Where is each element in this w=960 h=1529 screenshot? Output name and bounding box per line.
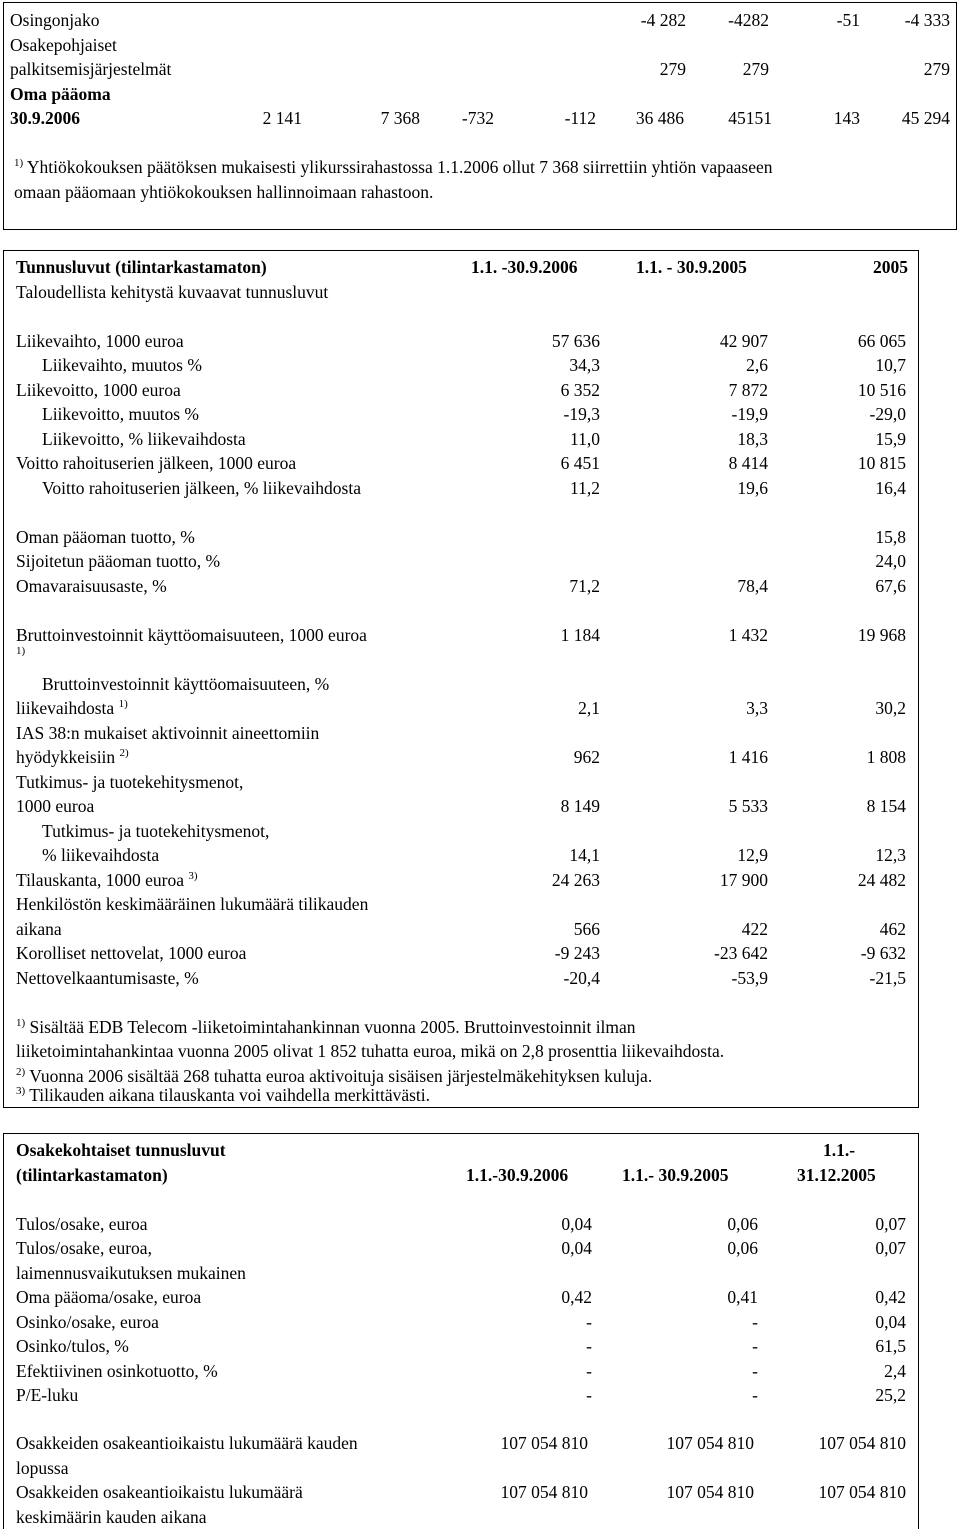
- value-cell: 11,0: [570, 428, 600, 449]
- table-row: [4, 82, 956, 107]
- value-cell: -: [752, 1385, 758, 1405]
- value-cell: 15,8: [875, 526, 906, 547]
- table-row: [4, 1334, 918, 1359]
- table-row: [4, 525, 918, 550]
- value-cell: -4 333: [904, 10, 950, 30]
- value-cell: 1 432: [728, 624, 768, 645]
- row-label: Osinko/tulos, %: [16, 1336, 129, 1356]
- footnote-text: [16, 1015, 636, 1040]
- section-header: [4, 255, 918, 280]
- footnote-marker: 1): [16, 1016, 26, 1029]
- table-row: [4, 941, 918, 966]
- table-row: [4, 672, 918, 697]
- column-header: 1.1.- 30.9.2005: [622, 1164, 729, 1185]
- value-cell: 1 416: [728, 747, 768, 767]
- section-header: [4, 1138, 918, 1163]
- row-label: Tulos/osake, euroa: [16, 1213, 148, 1234]
- footnote-line: Tilikauden aikana tilauskanta voi vaihdella merkittävästi.: [29, 1085, 431, 1105]
- row-label: aikana: [16, 918, 62, 939]
- row-label: Oma pääoma: [10, 83, 111, 104]
- row-label: Bruttoinvestoinnit käyttöomaisuuteen, 1000 euroa: [16, 624, 367, 645]
- table-row: [4, 1383, 918, 1408]
- section-title: Osakekohtaiset tunnusluvut: [16, 1140, 226, 1160]
- table-row: [4, 106, 956, 131]
- row-label: Liikevoitto, 1000 euroa: [16, 379, 181, 400]
- value-cell: 16,4: [875, 477, 906, 498]
- value-cell: 10 516: [857, 379, 906, 400]
- value-cell: 0,06: [727, 1213, 758, 1234]
- row-label-wrap: [16, 745, 129, 770]
- value-cell: -9 632: [860, 943, 906, 963]
- table-row: [4, 745, 918, 770]
- row-label: Oman pääoman tuotto, %: [16, 526, 195, 547]
- value-cell: 5 533: [728, 796, 768, 816]
- column-header: 1.1. - 30.9.2005: [636, 257, 747, 277]
- table-row: [4, 1285, 918, 1310]
- footnote-line: Vuonna 2006 sisältää 268 tuhatta euroa aktivoituja sisäisen järjestelmäkehityksen kuluja.: [29, 1065, 653, 1086]
- value-cell: 8 154: [866, 796, 906, 816]
- value-cell: 279: [923, 59, 950, 79]
- value-cell: 0,42: [875, 1287, 906, 1307]
- section-subtitle: [4, 280, 918, 305]
- value-cell: -: [752, 1311, 758, 1332]
- value-cell: 3,3: [746, 698, 768, 718]
- row-label: hyödykkeisiin: [16, 747, 116, 767]
- value-cell: 6 451: [560, 453, 600, 473]
- value-cell: -112: [564, 108, 596, 128]
- value-cell: 566: [573, 918, 600, 939]
- value-cell: -53,9: [731, 967, 768, 988]
- value-cell: 0,06: [727, 1238, 758, 1258]
- subtitle-text: Taloudellista kehitystä kuvaavat tunnusluvut: [16, 281, 329, 302]
- row-label: Omavaraisuusaste, %: [16, 575, 167, 596]
- value-cell: -: [752, 1336, 758, 1356]
- value-cell: 67,6: [875, 575, 906, 596]
- value-cell: -9 243: [554, 943, 600, 963]
- value-cell: -20,4: [563, 967, 600, 988]
- table-row: [4, 1359, 918, 1384]
- table-row: [4, 451, 918, 476]
- value-cell: 143: [833, 108, 860, 128]
- row-label: IAS 38:n mukaiset aktivoinnit aineettomiin: [16, 722, 320, 743]
- table-row: [4, 892, 918, 917]
- value-cell: 10 815: [857, 453, 906, 473]
- value-cell: 14,1: [569, 845, 600, 865]
- row-label: lopussa: [16, 1457, 69, 1478]
- value-cell: -29,0: [869, 404, 906, 424]
- row-label: Nettovelkaantumisaste, %: [16, 967, 199, 988]
- value-cell: 42 907: [719, 330, 768, 351]
- value-cell: 15,9: [875, 428, 906, 449]
- key-figures-section: [3, 250, 919, 1108]
- value-cell: 24 482: [857, 869, 906, 890]
- value-cell: 25,2: [875, 1385, 906, 1405]
- table-row: [4, 476, 918, 501]
- table-row: [4, 1431, 918, 1456]
- column-header: 1.1. -30.9.2006: [471, 257, 578, 277]
- footnote: [4, 155, 956, 180]
- value-cell: 24 263: [551, 869, 600, 890]
- table-row: [4, 1456, 918, 1481]
- footnote-marker: 1): [118, 698, 128, 710]
- value-cell: 0,04: [875, 1311, 906, 1332]
- table-row: [4, 33, 956, 58]
- table-row: [4, 329, 918, 354]
- row-label-wrap: [16, 696, 128, 721]
- value-cell: -19,9: [731, 404, 768, 424]
- value-cell: 462: [879, 918, 906, 939]
- table-row: [4, 917, 918, 942]
- table-row: [4, 57, 956, 82]
- row-label: Osakepohjaiset: [10, 34, 117, 55]
- value-cell: 2,4: [884, 1360, 906, 1381]
- row-label: Liikevoitto, % liikevaihdosta: [42, 428, 246, 449]
- table-row: [4, 574, 918, 599]
- value-cell: 19 968: [857, 624, 906, 645]
- row-label-wrap: [16, 868, 198, 893]
- row-label: laimennusvaikutuksen mukainen: [16, 1262, 246, 1283]
- table-row: [4, 353, 918, 378]
- value-cell: 962: [573, 747, 600, 767]
- value-cell: 19,6: [737, 477, 768, 498]
- value-cell: -4 282: [640, 10, 686, 30]
- row-label: 1000 euroa: [16, 796, 95, 816]
- footnote: [4, 1083, 918, 1108]
- value-cell: -23 642: [714, 943, 768, 963]
- value-cell: 0,41: [727, 1287, 758, 1307]
- value-cell: 66 065: [857, 330, 906, 351]
- footnote-line: Sisältää EDB Telecom -liiketoimintahankinnan vuonna 2005. Bruttoinvestoinnit ilman: [29, 1016, 636, 1037]
- row-label: Osakkeiden osakeantioikaistu lukumäärä kauden: [16, 1433, 358, 1453]
- table-row: [4, 1310, 918, 1335]
- section-header: [4, 1163, 918, 1188]
- value-cell: 78,4: [737, 575, 768, 596]
- value-cell: 0,42: [561, 1287, 592, 1307]
- table-row: [4, 1505, 918, 1529]
- value-cell: -21,5: [869, 967, 906, 988]
- footnote-marker: 1): [14, 157, 24, 169]
- value-cell: 279: [742, 59, 769, 79]
- value-cell: -4282: [728, 10, 769, 30]
- value-cell: 18,3: [737, 428, 768, 449]
- section-title: (tilintarkastamaton): [16, 1164, 168, 1185]
- value-cell: 107 054 810: [818, 1482, 906, 1502]
- value-cell: 2,1: [578, 698, 600, 718]
- row-label: Tutkimus- ja tuotekehitysmenot,: [16, 771, 244, 792]
- table-row: [4, 549, 918, 574]
- table-row: [4, 843, 918, 868]
- value-cell: 36 486: [635, 108, 684, 128]
- value-cell: 0,07: [875, 1238, 906, 1258]
- row-label: keskimäärin kauden aikana: [16, 1506, 207, 1527]
- row-label: Voitto rahoituserien jälkeen, % liikevaihdosta: [42, 477, 361, 498]
- table-row: [4, 643, 918, 668]
- table-row: [4, 427, 918, 452]
- value-cell: 34,3: [569, 355, 600, 375]
- table-row: [4, 794, 918, 819]
- value-cell: 10,7: [875, 355, 906, 375]
- row-label: Tulos/osake, euroa,: [16, 1238, 152, 1258]
- footnote-marker: 1): [16, 645, 26, 657]
- footnote-marker: 3): [16, 1085, 26, 1097]
- value-cell: 11,2: [570, 477, 600, 498]
- table-row: [4, 868, 918, 893]
- value-cell: 422: [741, 918, 768, 939]
- table-row: [4, 402, 918, 427]
- footnote-marker: 2): [16, 1065, 26, 1078]
- value-cell: -: [752, 1360, 758, 1381]
- table-row: [4, 378, 918, 403]
- value-cell: 107 054 810: [500, 1482, 588, 1502]
- value-cell: 2 141: [262, 108, 302, 128]
- table-row: [4, 966, 918, 991]
- footnote: [4, 180, 956, 205]
- row-label: palkitsemisjärjestelmät: [10, 59, 172, 79]
- footnote-text: [16, 1083, 430, 1108]
- value-cell: 0,04: [561, 1238, 592, 1258]
- table-row: [4, 770, 918, 795]
- table-row: [4, 1261, 918, 1286]
- value-cell: 1 808: [866, 747, 906, 767]
- footnote: [4, 1015, 918, 1040]
- value-cell: 57 636: [551, 330, 600, 351]
- column-header: 1.1.-30.9.2006: [466, 1164, 569, 1185]
- row-label: Liikevaihto, 1000 euroa: [16, 330, 184, 351]
- value-cell: 2,6: [746, 355, 768, 375]
- value-cell: 12,9: [737, 845, 768, 865]
- value-cell: -: [586, 1360, 592, 1381]
- value-cell: 7 368: [380, 108, 420, 128]
- table-row: [4, 1236, 918, 1261]
- value-cell: -732: [461, 108, 494, 128]
- row-label: Sijoitetun pääoman tuotto, %: [16, 551, 221, 571]
- row-label: Henkilöstön keskimääräinen lukumäärä tilikauden: [16, 894, 369, 914]
- section-title: Tunnusluvut (tilintarkastamaton): [16, 257, 267, 277]
- value-cell: -51: [836, 10, 860, 30]
- value-cell: 45151: [728, 108, 772, 128]
- value-cell: 8 149: [560, 796, 600, 816]
- row-label: Efektiivinen osinkotuotto, %: [16, 1360, 218, 1381]
- value-cell: -: [586, 1336, 592, 1356]
- value-cell: -: [586, 1385, 592, 1405]
- row-label: Oma pääoma/osake, euroa: [16, 1287, 202, 1307]
- row-label: Osingonjako: [10, 10, 100, 30]
- value-cell: 1 184: [560, 624, 600, 645]
- column-header: 2005: [873, 257, 908, 277]
- row-label: Liikevaihto, muutos %: [42, 355, 202, 375]
- value-cell: 61,5: [875, 1336, 906, 1356]
- value-cell: -: [586, 1311, 592, 1332]
- row-label: P/E-luku: [16, 1385, 79, 1405]
- row-label: Tutkimus- ja tuotekehitysmenot,: [42, 820, 270, 841]
- column-header: 31.12.2005: [797, 1164, 876, 1185]
- row-label: % liikevaihdosta: [42, 845, 160, 865]
- row-label: Korolliset nettovelat, 1000 euroa: [16, 943, 247, 963]
- row-label: liikevaihdosta: [16, 698, 115, 718]
- value-cell: 17 900: [719, 869, 768, 890]
- value-cell: 107 054 810: [666, 1433, 754, 1453]
- value-cell: 107 054 810: [500, 1433, 588, 1453]
- row-label: Tilauskanta, 1000 euroa: [16, 869, 185, 890]
- value-cell: 12,3: [875, 845, 906, 865]
- footnote-line: omaan pääomaan yhtiökokouksen hallinnoimaan rahastoon.: [14, 181, 434, 202]
- value-cell: 7 872: [728, 379, 768, 400]
- row-label: Osinko/osake, euroa: [16, 1311, 159, 1332]
- value-cell: 30,2: [875, 698, 906, 718]
- column-header: 1.1.-: [823, 1140, 856, 1160]
- row-label: Osakkeiden osakeantioikaistu lukumäärä: [16, 1482, 303, 1502]
- footnote-line: liiketoimintahankintaa vuonna 2005 olivat 1 852 tuhatta euroa, mikä on 2,8 prosenttia liikevaihdosta.: [16, 1041, 725, 1061]
- value-cell: 8 414: [728, 453, 768, 473]
- table-row: [4, 1480, 918, 1505]
- footnote: [4, 1039, 918, 1064]
- table-row: [4, 8, 956, 33]
- value-cell: 6 352: [560, 379, 600, 400]
- footnote-marker: 3): [188, 869, 198, 882]
- row-label: Voitto rahoituserien jälkeen, 1000 euroa: [16, 453, 297, 473]
- footnote-text: [14, 155, 773, 180]
- value-cell: 107 054 810: [818, 1433, 906, 1453]
- value-cell: -19,3: [563, 404, 600, 424]
- equity-changes-section: [3, 2, 957, 230]
- value-cell: 0,07: [875, 1213, 906, 1234]
- table-row: [4, 696, 918, 721]
- table-row: [4, 819, 918, 844]
- footnote-marker: 2): [119, 747, 129, 759]
- value-cell: 71,2: [569, 575, 600, 596]
- row-label: Bruttoinvestoinnit käyttöomaisuuteen, %: [42, 673, 330, 694]
- per-share-section: [3, 1133, 919, 1529]
- table-row: [4, 721, 918, 746]
- value-cell: 279: [659, 59, 686, 79]
- table-row: [4, 1212, 918, 1237]
- footnote-line: Yhtiökokouksen päätöksen mukaisesti ylikurssirahastossa 1.1.2006 ollut 7 368 siirrettiin yhtiön vapaaseen: [26, 157, 773, 177]
- row-label: Liikevoitto, muutos %: [42, 404, 200, 424]
- value-cell: 107 054 810: [666, 1482, 754, 1502]
- value-cell: 24,0: [875, 551, 906, 571]
- row-label: 30.9.2006: [10, 108, 80, 128]
- value-cell: 45 294: [901, 108, 950, 128]
- value-cell: 0,04: [561, 1213, 592, 1234]
